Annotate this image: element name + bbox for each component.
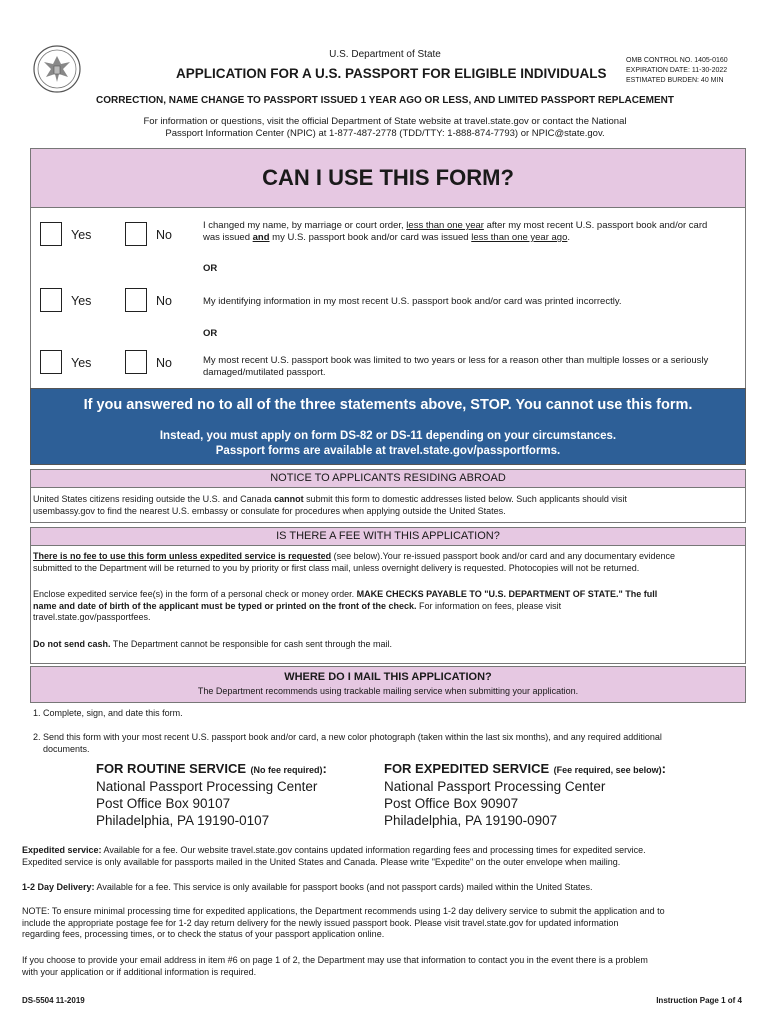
q1-no-checkbox[interactable] <box>125 222 147 246</box>
day-delivery-note: 1-2 Day Delivery: Available for a fee. This service is only available for passport books (and not passport cards) mailed within the United States. <box>22 882 593 892</box>
contact-info-line: For information or questions, visit the official Department of State website at travel.state.gov or contact the National <box>143 116 627 127</box>
routine-address-line: Post Office Box 90107 <box>96 796 231 811</box>
department-name: U.S. Department of State <box>329 49 441 60</box>
form-subtitle: CORRECTION, NAME CHANGE TO PASSPORT ISSUED 1 YEAR AGO OR LESS, AND LIMITED PASSPORT REPLACEMENT <box>95 95 675 106</box>
stop-notice <box>30 388 746 465</box>
omb-control-number: OMB CONTROL NO. 1405-0160 <box>626 57 728 64</box>
q2-text: My identifying information in my most recent U.S. passport book and/or card was printed incorrectly. <box>203 296 622 307</box>
fee-paragraph-2: Enclose expedited service fee(s) in the form of a personal check or money order. MAKE CHECKS PAYABLE TO "U.S. DEPARTMENT OF STATE." The full name and date of birth of the applicant must be typed or printed on the front of the check. For information on fees, please visit travel.state.gov/passportfees. <box>33 589 658 622</box>
stop-instructions: Instead, you must apply on form DS-82 or DS-11 depending on your circumstances. Passport forms are available at travel.state.gov/passportforms. <box>159 430 617 457</box>
routine-service-block: FOR ROUTINE SERVICE (No fee required): National Passport Processing Center Post Office Box 90107 Philadelphia, PA 19190-0107 <box>96 761 327 828</box>
q3-no-checkbox[interactable] <box>125 350 147 374</box>
can-i-use-title: CAN I USE THIS FORM? <box>30 148 746 208</box>
q2-yes-checkbox[interactable] <box>40 288 62 312</box>
routine-address-line: National Passport Processing Center <box>96 779 318 794</box>
q2-no-checkbox[interactable] <box>125 288 147 312</box>
q1-yes-checkbox[interactable] <box>40 222 62 246</box>
omb-info <box>626 56 728 86</box>
or-separator: OR <box>203 263 218 274</box>
expedited-address-line: Post Office Box 90907 <box>384 796 519 811</box>
mail-step-2: 2. Send this form with your most recent U.S. passport book and/or card, a new color photograph (taken within the last six months), and any required additional documents. <box>33 732 662 754</box>
q1-yes-label: Yes <box>71 228 92 242</box>
expedited-address-line: Philadelphia, PA 19190-0907 <box>384 813 558 828</box>
email-note: If you choose to provide your email address in item #6 on page 1 of 2, the Department may use that information to contact you in the event there is a problem with your application or if additional information is required. <box>22 955 648 977</box>
form-id: DS-5504 11-2019 <box>22 996 85 1005</box>
fee-header: IS THERE A FEE WITH THIS APPLICATION? <box>30 527 746 546</box>
q2-no-label: No <box>156 294 172 308</box>
mail-step-1: 1. Complete, sign, and date this form. <box>33 708 183 718</box>
expedited-service-block: FOR EXPEDITED SERVICE (Fee required, see below): National Passport Processing Center Post Office Box 90907 Philadelphia, PA 19190-0907 <box>384 761 667 828</box>
stop-headline: If you answered no to all of the three statements above, STOP. You cannot use this form. <box>83 397 693 413</box>
q3-no-label: No <box>156 356 172 370</box>
form-title: APPLICATION FOR A U.S. PASSPORT FOR ELIGIBLE INDIVIDUALS <box>176 66 607 81</box>
mail-subtitle: The Department recommends using trackable mailing service when submitting your application. <box>197 686 579 696</box>
fee-paragraph-3: Do not send cash. The Department cannot be responsible for cash sent through the mail. <box>33 639 393 649</box>
fee-paragraph-1: There is no fee to use this form unless expedited service is requested (see below).Your re-issued passport book and/or card and any documentary evidence submitted to the Department will be returned to you by priority or first class mail, unless overnight delivery is requested. Photocopies will not be returned. <box>33 551 675 573</box>
expedited-address-line: National Passport Processing Center <box>384 779 606 794</box>
expedited-service-note: Expedited service: Available for a fee. Our website travel.state.gov contains updated information regarding fees and processing times for expedited service. Expedited service is only available for passports mailed in the United States and Canada. Please write "Expedite" on the outer envelope when mailing. <box>22 845 646 867</box>
contact-info-line: Passport Information Center (NPIC) at 1-877-487-2778 (TDD/TTY: 1-888-874-7793) or NPIC@state.gov. <box>165 128 605 139</box>
abroad-notice-header: NOTICE TO APPLICANTS RESIDING ABROAD <box>30 469 746 488</box>
routine-address-line: Philadelphia, PA 19190-0107 <box>96 813 270 828</box>
q2-yes-label: Yes <box>71 294 92 308</box>
mail-title: WHERE DO I MAIL THIS APPLICATION? <box>284 671 492 683</box>
q3-yes-checkbox[interactable] <box>40 350 62 374</box>
expiration-date: EXPIRATION DATE: 11-30-2022 <box>626 67 728 74</box>
or-separator: OR <box>203 328 218 339</box>
contact-info <box>120 116 650 140</box>
mail-header <box>30 666 746 703</box>
q3-yes-label: Yes <box>71 356 92 370</box>
processing-note: NOTE: To ensure minimal processing time for expedited applications, the Department recommends using 1-2 day delivery service to submit the application and to include the appropriate postage fee for 1-2 day return delivery for the newly issued passport book. Please visit travel.state.gov for updated information regarding fees, processing times, or to check the status of your passport application online. <box>22 906 665 939</box>
estimated-burden: ESTIMATED BURDEN: 40 MIN <box>626 77 724 84</box>
abroad-notice-text: United States citizens residing outside the U.S. and Canada cannot submit this form to domestic addresses listed below. Such applicants should visit usembassy.gov to find the nearest U.S. embassy or consulate for procedures when applying outside the United States. <box>33 494 627 516</box>
q1-no-label: No <box>156 228 172 242</box>
q3-text: My most recent U.S. passport book was limited to two years or less for a reason other than multiple losses or a seriously damaged/mutilated passport. <box>203 355 709 378</box>
page-number: Instruction Page 1 of 4 <box>656 996 742 1005</box>
q1-text: I changed my name, by marriage or court order, less than one year after my most recent U.S. passport book and/or card was issued and my U.S. passport book and/or card was issued less than one year ago. <box>203 220 708 243</box>
